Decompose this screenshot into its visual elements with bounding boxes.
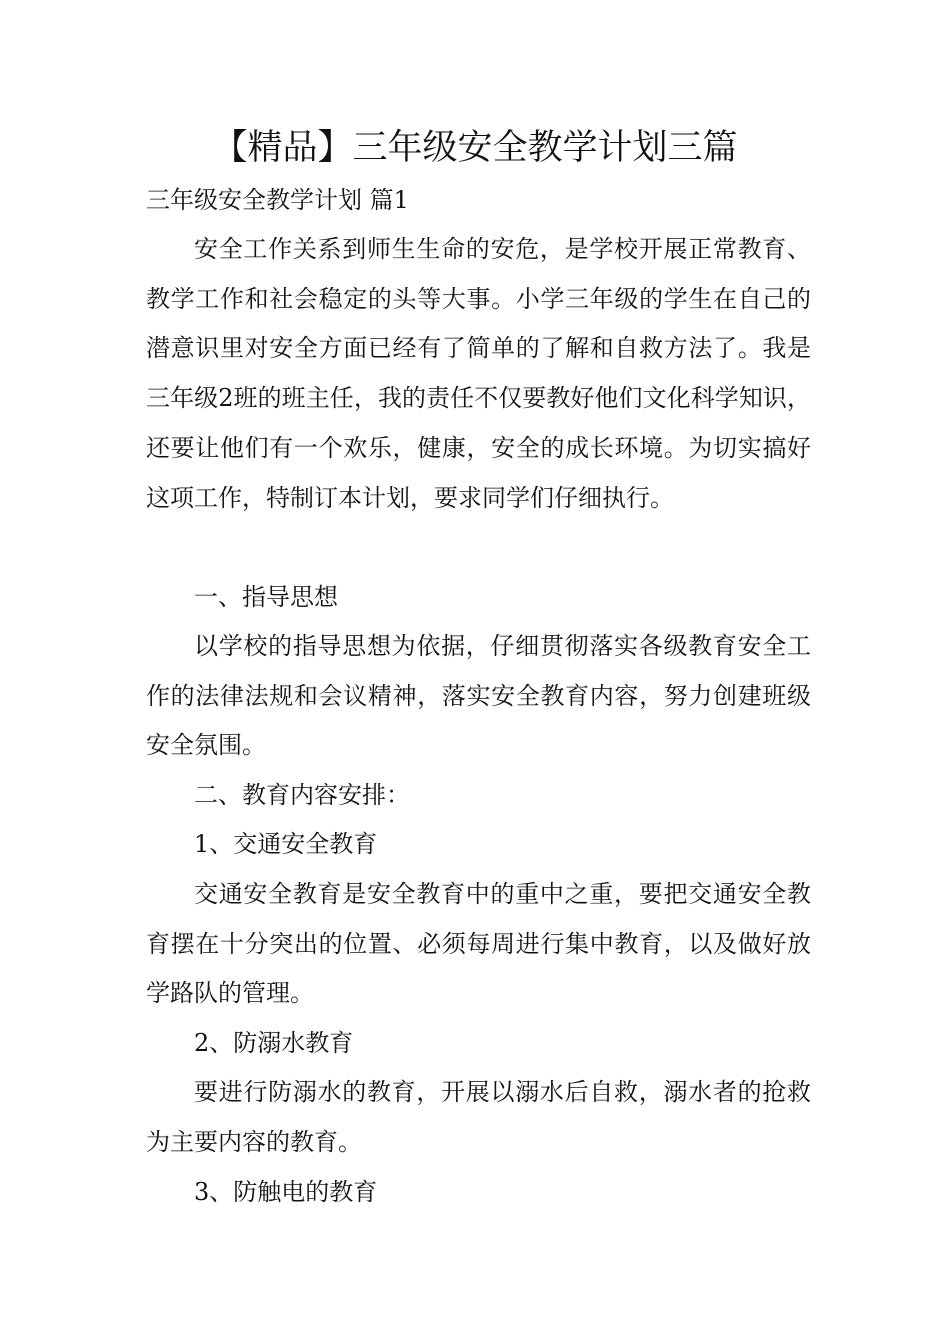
item-1-paragraph: 交通安全教育是安全教育中的重中之重，要把交通安全教育摆在十分突出的位置、必须每周进行集中教育，以及做好放学路队的管理。 [146,880,811,1008]
item-1-heading: 1、交通安全教育 [194,830,378,858]
item-2-heading: 2、防溺水教育 [194,1029,354,1057]
part-one-paragraph: 以学校的指导思想为依据，仔细贯彻落实各级教育安全工作的法律法规和会议精神，落实安全教育内容，努力创建班级安全氛围。 [146,632,811,760]
document-title: 【精品】三年级安全教学计划三篇 [212,128,738,168]
item-3-heading: 3、防触电的教育 [194,1178,378,1206]
item-2-paragraph: 要进行防溺水的教育，开展以溺水后自救，溺水者的抢救为主要内容的教育。 [146,1078,811,1156]
intro-paragraph: 安全工作关系到师生生命的安危，是学校开展正常教育、教学工作和社会稳定的头等大事。小学三年级的学生在自己的潜意识里对安全方面已经有了简单的了解和自救方法了。我是三年级2班的班主任，我的责任不仅要教好他们文化科学知识，还要让他们有一个欢乐，健康，安全的成长环境。为切实搞好这项工作，特制订本计划，要求同学们仔细执行。 [146,235,811,512]
section-heading: 三年级安全教学计划 篇1 [146,186,409,214]
part-two-heading: 二、教育内容安排： [194,781,410,809]
part-one-heading: 一、指导思想 [194,583,338,611]
